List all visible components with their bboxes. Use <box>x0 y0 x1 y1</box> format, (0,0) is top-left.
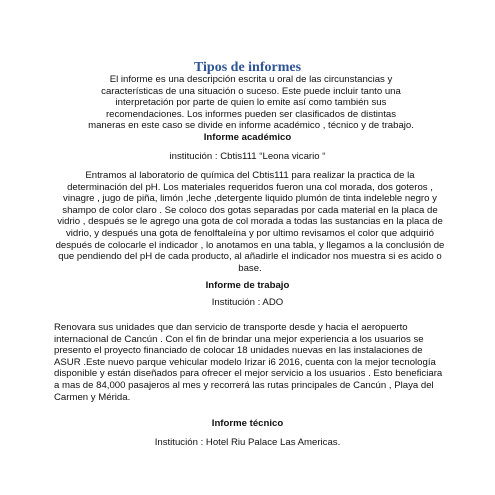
section-body-trabajo: Renovara sus unidades que dan servicio de transporte desde y hacia el aeropuerto internacional de Cancún . Con el fin de brindar una mejor experiencia a los usuarios se presento el proyecto financiado de colocar 18 unidades nuevas en las instalaciones de ASUR .Este nuevo parque vehicular modelo Irizar i6 2016, cuenta con la mejor tecnología disponible y están diseñados para ofrecer el mejor servicio a los usuarios . Esto beneficiara a mas de 84,000 pasajeros al mes y recorrerá las rutas principales de Cancún , Playa del Carmen y Mérida. <box>54 322 443 403</box>
section-body-academico: Entramos al laboratorio de química del Cbtis111 para realizar la practica de la determinación del pH. Los materiales requeridos fueron una col morada, dos goteros , vinagre , jugo de piña, limón ,leche ,detergente liquido plumón de tinta indeleble negro y shampo de color claro . Se coloco dos gotas separadas por cada material en la placa de vidrio , después se le agrego una gota de col morada a todas las sustancias en la placa de vidrio, y después una gota de fenolftaleína y por ultimo revisamos el color que adquirió después de colocarle el indicador , lo anotamos en una tabla, y llegamos a la conclusión de que pendiendo del pH de cada producto, al añadirle el indicador nos muestra si es acido o base. <box>55 170 445 274</box>
section-heading-academico: Informe académico <box>203 132 292 143</box>
institution-academico: institución : Cbtis111 “Leona vicario “ <box>169 151 326 162</box>
section-heading-trabajo: Informe de trabajo <box>205 280 290 291</box>
intro-paragraph: El informe es una descripción escrita u oral de las circunstancias y características de una situación o suceso. Este puede incluir tanto una interpretación por parte de quien lo emite así como también sus recomendaciones. Los informes pueden ser clasificados de distintas maneras en este caso se divide en informe académico , técnico y de trabajo. <box>88 74 414 132</box>
document-title: Tipos de informes <box>193 60 302 75</box>
institution-trabajo: Institución : ADO <box>211 297 284 308</box>
institution-tecnico: Institución : Hotel Riu Palace Las Americas. <box>154 437 341 448</box>
section-heading-tecnico: Informe técnico <box>211 418 284 429</box>
